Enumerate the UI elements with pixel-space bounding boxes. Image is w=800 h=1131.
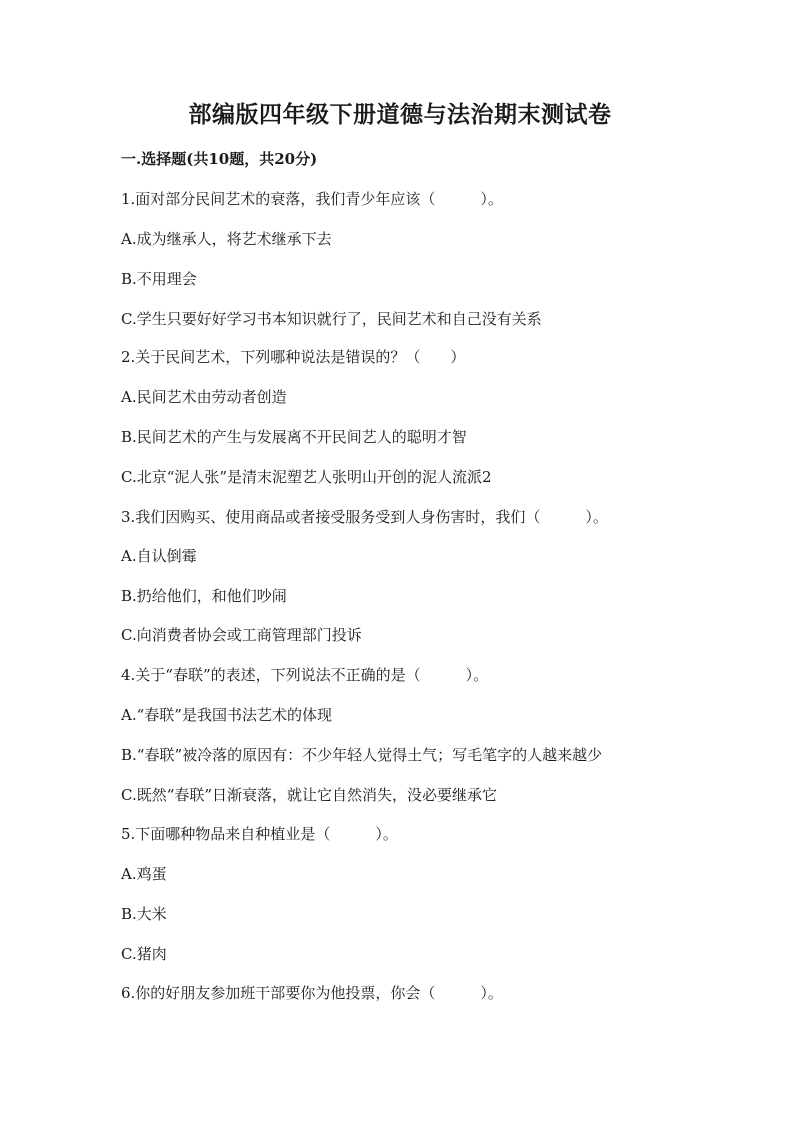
question-option: A.鸡蛋 [121,865,167,883]
question-option: A.民间艺术由劳动者创造 [121,388,287,406]
question-stem: 6.你的好朋友参加班干部要你为他投票，你会（ ）。 [121,984,503,1002]
question-stem: 1.面对部分民间艺术的衰落，我们青少年应该（ ）。 [121,190,503,208]
question-option: A.“春联”是我国书法艺术的体现 [121,706,332,724]
question-option: A.自认倒霉 [121,547,197,565]
question-option: B.“春联”被冷落的原因有：不少年轻人觉得土气；写毛笔字的人越来越少 [121,746,603,764]
question-option: C.既然“春联”日渐衰落，就让它自然消失，没必要继承它 [121,786,498,804]
page-title: 部编版四年级下册道德与法治期末测试卷 [188,101,612,128]
question-option: B.扔给他们，和他们吵闹 [121,587,287,605]
question-stem: 4.关于“春联”的表述，下列说法不正确的是（ ）。 [121,666,489,684]
question-option: B.大米 [121,905,167,923]
question-option: C.北京“泥人张”是清末泥塑艺人张明山开创的泥人流派2 [121,468,492,486]
question-option: C.向消费者协会或工商管理部门投诉 [121,626,362,644]
question-option: A.成为继承人，将艺术继承下去 [121,230,332,248]
section-heading: 一.选择题(共10题，共20分) [121,150,318,168]
question-stem: 2.关于民间艺术，下列哪种说法是错误的？（ ） [121,348,466,366]
question-option: B.民间艺术的产生与发展离不开民间艺人的聪明才智 [121,428,467,446]
question-stem: 3.我们因购买、使用商品或者接受服务受到人身伤害时，我们（ ）。 [121,508,608,526]
question-option: C.学生只要好好学习书本知识就行了，民间艺术和自己没有关系 [121,310,542,328]
question-option: C.猪肉 [121,945,167,963]
question-stem: 5.下面哪种物品来自种植业是（ ）。 [121,825,398,843]
question-option: B.不用理会 [121,270,197,288]
